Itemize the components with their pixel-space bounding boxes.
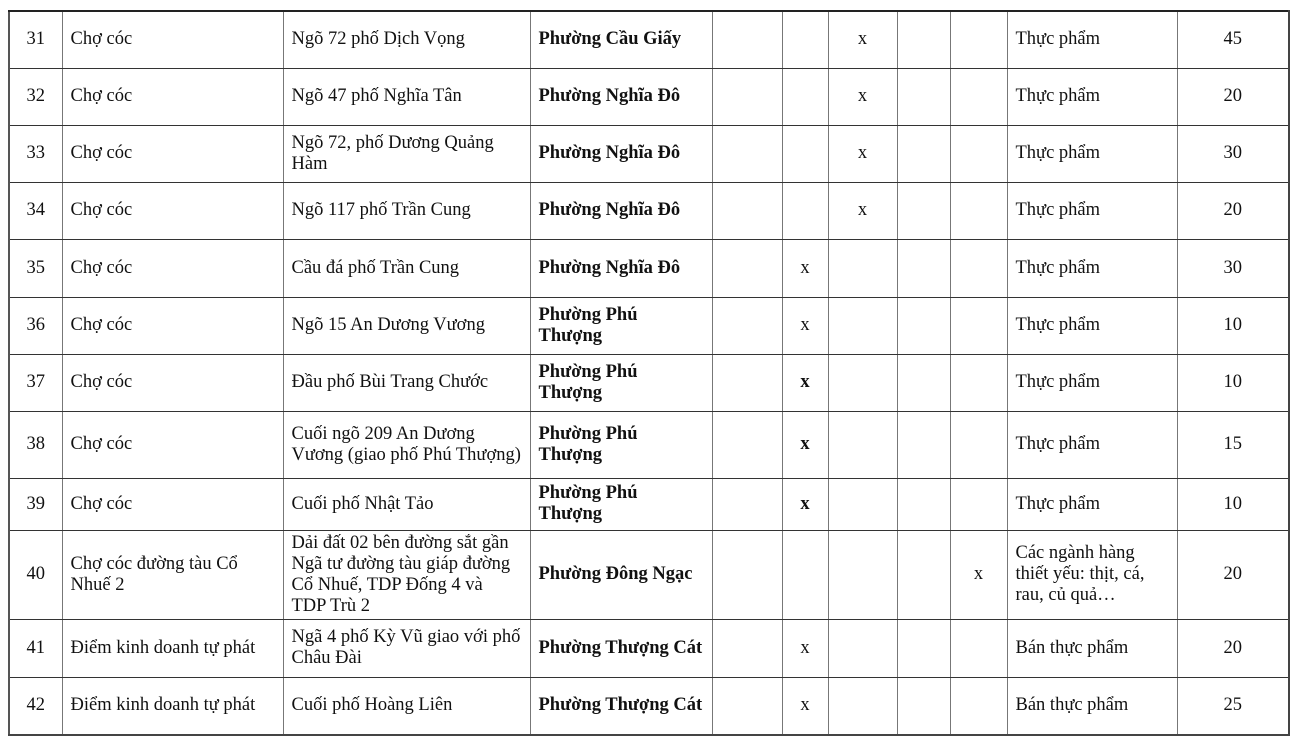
category-mark-3: x — [828, 11, 897, 68]
category-mark-5 — [950, 677, 1007, 735]
market-name: Điểm kinh doanh tự phát — [62, 619, 283, 677]
ward-name: Phường Phú Thượng — [530, 354, 712, 411]
goods-type: Thực phẩm — [1007, 182, 1177, 239]
goods-type: Thực phẩm — [1007, 68, 1177, 125]
category-mark-2: x — [782, 478, 828, 530]
category-mark-2: x — [782, 354, 828, 411]
category-mark-4 — [897, 182, 950, 239]
table-row — [9, 411, 1289, 478]
ward-name: Phường Nghĩa Đô — [530, 182, 712, 239]
category-mark-4 — [897, 478, 950, 530]
market-address: Cuối phố Hoàng Liên — [283, 677, 530, 735]
table-row — [9, 125, 1289, 182]
category-mark-5 — [950, 478, 1007, 530]
category-mark-5 — [950, 182, 1007, 239]
market-address: Cuối ngõ 209 An Dương Vương (giao phố Phú Thượng) — [283, 411, 530, 478]
row-number: 39 — [9, 478, 62, 530]
category-mark-3: x — [828, 68, 897, 125]
market-address: Ngõ 47 phố Nghĩa Tân — [283, 68, 530, 125]
goods-type: Thực phẩm — [1007, 478, 1177, 530]
category-mark-2 — [782, 68, 828, 125]
category-mark-2: x — [782, 411, 828, 478]
vendor-count: 20 — [1177, 68, 1289, 125]
category-mark-3: x — [828, 182, 897, 239]
market-name: Chợ cóc — [62, 354, 283, 411]
category-mark-1 — [712, 478, 782, 530]
category-mark-4 — [897, 239, 950, 297]
category-mark-4 — [897, 411, 950, 478]
table-row — [9, 297, 1289, 354]
category-mark-3 — [828, 677, 897, 735]
row-number: 42 — [9, 677, 62, 735]
market-name: Chợ cóc — [62, 478, 283, 530]
market-name: Chợ cóc — [62, 239, 283, 297]
market-name: Chợ cóc — [62, 411, 283, 478]
row-number: 34 — [9, 182, 62, 239]
market-name: Chợ cóc — [62, 11, 283, 68]
ward-name: Phường Thượng Cát — [530, 677, 712, 735]
goods-type: Bán thực phẩm — [1007, 619, 1177, 677]
category-mark-2: x — [782, 297, 828, 354]
category-mark-3 — [828, 619, 897, 677]
category-mark-4 — [897, 68, 950, 125]
category-mark-2 — [782, 125, 828, 182]
row-number: 40 — [9, 530, 62, 619]
vendor-count: 20 — [1177, 619, 1289, 677]
category-mark-2 — [782, 11, 828, 68]
goods-type: Thực phẩm — [1007, 239, 1177, 297]
category-mark-1 — [712, 239, 782, 297]
category-mark-3 — [828, 297, 897, 354]
category-mark-2: x — [782, 239, 828, 297]
category-mark-1 — [712, 411, 782, 478]
ward-name: Phường Thượng Cát — [530, 619, 712, 677]
vendor-count: 30 — [1177, 239, 1289, 297]
table-row — [9, 677, 1289, 735]
table-row — [9, 354, 1289, 411]
row-number: 35 — [9, 239, 62, 297]
goods-type: Thực phẩm — [1007, 11, 1177, 68]
goods-type: Thực phẩm — [1007, 125, 1177, 182]
market-address: Ngõ 72 phố Dịch Vọng — [283, 11, 530, 68]
category-mark-1 — [712, 297, 782, 354]
category-mark-3: x — [828, 125, 897, 182]
category-mark-5 — [950, 239, 1007, 297]
market-name: Chợ cóc đường tàu Cổ Nhuế 2 — [62, 530, 283, 619]
ward-name: Phường Nghĩa Đô — [530, 125, 712, 182]
ward-name: Phường Phú Thượng — [530, 478, 712, 530]
table-row — [9, 478, 1289, 530]
row-number: 41 — [9, 619, 62, 677]
market-address: Ngõ 72, phố Dương Quảng Hàm — [283, 125, 530, 182]
category-mark-3 — [828, 239, 897, 297]
table-body — [9, 11, 1289, 735]
category-mark-2 — [782, 530, 828, 619]
table-row — [9, 68, 1289, 125]
ward-name: Phường Cầu Giấy — [530, 11, 712, 68]
goods-type: Thực phẩm — [1007, 411, 1177, 478]
market-address: Cầu đá phố Trần Cung — [283, 239, 530, 297]
category-mark-1 — [712, 68, 782, 125]
market-address: Ngõ 117 phố Trần Cung — [283, 182, 530, 239]
table-row — [9, 239, 1289, 297]
vendor-count: 10 — [1177, 297, 1289, 354]
row-number: 38 — [9, 411, 62, 478]
category-mark-5: x — [950, 530, 1007, 619]
category-mark-1 — [712, 11, 782, 68]
market-address: Cuối phố Nhật Tảo — [283, 478, 530, 530]
category-mark-4 — [897, 297, 950, 354]
market-address: Đầu phố Bùi Trang Chước — [283, 354, 530, 411]
ward-name: Phường Phú Thượng — [530, 411, 712, 478]
category-mark-1 — [712, 125, 782, 182]
category-mark-1 — [712, 530, 782, 619]
vendor-count: 20 — [1177, 530, 1289, 619]
table-row — [9, 182, 1289, 239]
ward-name: Phường Phú Thượng — [530, 297, 712, 354]
category-mark-5 — [950, 411, 1007, 478]
vendor-count: 25 — [1177, 677, 1289, 735]
market-name: Chợ cóc — [62, 297, 283, 354]
row-number: 31 — [9, 11, 62, 68]
row-number: 33 — [9, 125, 62, 182]
category-mark-5 — [950, 11, 1007, 68]
category-mark-4 — [897, 11, 950, 68]
vendor-count: 45 — [1177, 11, 1289, 68]
category-mark-3 — [828, 530, 897, 619]
goods-type: Các ngành hàng thiết yếu: thịt, cá, rau, củ quả… — [1007, 530, 1177, 619]
vendor-count: 10 — [1177, 478, 1289, 530]
category-mark-3 — [828, 478, 897, 530]
category-mark-4 — [897, 677, 950, 735]
category-mark-5 — [950, 297, 1007, 354]
vendor-count: 10 — [1177, 354, 1289, 411]
market-name: Điểm kinh doanh tự phát — [62, 677, 283, 735]
market-list-table — [8, 10, 1290, 736]
category-mark-1 — [712, 354, 782, 411]
category-mark-5 — [950, 619, 1007, 677]
market-address: Ngõ 15 An Dương Vương — [283, 297, 530, 354]
goods-type: Thực phẩm — [1007, 297, 1177, 354]
ward-name: Phường Đông Ngạc — [530, 530, 712, 619]
table-row — [9, 619, 1289, 677]
category-mark-4 — [897, 125, 950, 182]
vendor-count: 30 — [1177, 125, 1289, 182]
market-address: Ngã 4 phố Kỳ Vũ giao với phố Châu Đài — [283, 619, 530, 677]
category-mark-4 — [897, 619, 950, 677]
market-name: Chợ cóc — [62, 182, 283, 239]
ward-name: Phường Nghĩa Đô — [530, 68, 712, 125]
category-mark-5 — [950, 125, 1007, 182]
table-row — [9, 11, 1289, 68]
row-number: 32 — [9, 68, 62, 125]
category-mark-5 — [950, 68, 1007, 125]
category-mark-2: x — [782, 619, 828, 677]
goods-type: Bán thực phẩm — [1007, 677, 1177, 735]
vendor-count: 15 — [1177, 411, 1289, 478]
category-mark-2 — [782, 182, 828, 239]
table-row — [9, 530, 1289, 619]
category-mark-4 — [897, 354, 950, 411]
goods-type: Thực phẩm — [1007, 354, 1177, 411]
market-address: Dải đất 02 bên đường sắt gần Ngã tư đường tàu giáp đường Cổ Nhuế, TDP Đống 4 và TDP Trù 2 — [283, 530, 530, 619]
market-name: Chợ cóc — [62, 125, 283, 182]
ward-name: Phường Nghĩa Đô — [530, 239, 712, 297]
category-mark-5 — [950, 354, 1007, 411]
category-mark-3 — [828, 354, 897, 411]
category-mark-1 — [712, 677, 782, 735]
category-mark-1 — [712, 182, 782, 239]
market-name: Chợ cóc — [62, 68, 283, 125]
category-mark-1 — [712, 619, 782, 677]
category-mark-3 — [828, 411, 897, 478]
category-mark-2: x — [782, 677, 828, 735]
row-number: 36 — [9, 297, 62, 354]
row-number: 37 — [9, 354, 62, 411]
vendor-count: 20 — [1177, 182, 1289, 239]
category-mark-4 — [897, 530, 950, 619]
